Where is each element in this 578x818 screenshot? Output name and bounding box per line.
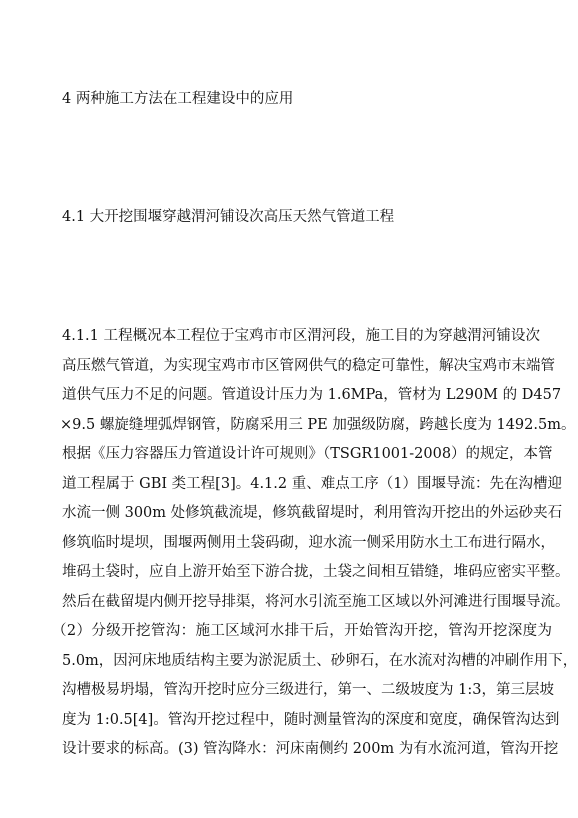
paragraph-line: （2）分级开挖管沟：施工区域河水排干后，开始管沟开挖，管沟开挖深度为	[52, 623, 552, 639]
paragraph-line: 修筑临时堤坝，围堰两侧用土袋码砌，迎水流一侧采用防水土工布进行隔水，	[62, 534, 555, 551]
paragraph-line: 4.1.1 工程概况本工程位于宝鸡市市区渭河段，施工目的为穿越渭河铺设次	[62, 328, 540, 344]
paragraph-line: 然后在截留堤内侧开挖导排渠，将河水引流至施工区域以外河滩进行围堰导流。	[62, 593, 570, 610]
paragraph-line: 根据《压力容器压力管道设计许可规则》（TSGR1001-2008）的规定，本管	[62, 446, 553, 462]
paragraph-line: 水流一侧 300m 处修筑截流堤，修筑截留堤时，利用管沟开挖出的外运砂夹石	[62, 505, 563, 521]
paragraph-line: ×9.5 螺旋缝埋弧焊钢管，防腐采用三 PE 加强级防腐，跨越长度为 1492.5m。	[60, 416, 576, 433]
subsection-heading: 4.1 大开挖围堰穿越渭河铺设次高压天然气管道工程	[62, 209, 395, 225]
paragraph-line: 沟槽极易坍塌，管沟开挖时应分三级进行，第一、二级坡度为 1:3，第三层坡	[62, 682, 554, 698]
paragraph-line: 5.0m，因河床地质结构主要为淤泥质土、砂卵石，在水流对沟槽的冲刷作用下，	[62, 652, 578, 669]
paragraph-line: 度为 1:0.5[4]。管沟开挖过程中，随时测量管沟的深度和宽度，确保管沟达到	[62, 711, 560, 728]
paragraph-line: 堆码土袋时，应自上游开始至下游合拢，土袋之间相互错缝，堆码应密实平整。	[62, 564, 570, 580]
paragraph-line: 高压燃气管道，为实现宝鸡市市区管网供气的稳定可靠性，解决宝鸡市末端管	[62, 357, 555, 374]
paragraph-line: 设计要求的标高。(3) 管沟降水：河床南侧约 200m 为有水流河道，管沟开挖	[62, 741, 559, 757]
paragraph-line: 道工程属于 GBI 类工程[3]。4.1.2 重、难点工序（1）围堰导流：先在沟槽迎	[62, 475, 562, 492]
body-paragraph	[52, 322, 578, 765]
section-heading: 4 两种施工方法在工程建设中的应用	[62, 91, 294, 107]
paragraph-line: 道供气压力不足的问题。管道设计压力为 1.6MPa，管材为 L290M 的 D457	[62, 387, 562, 403]
